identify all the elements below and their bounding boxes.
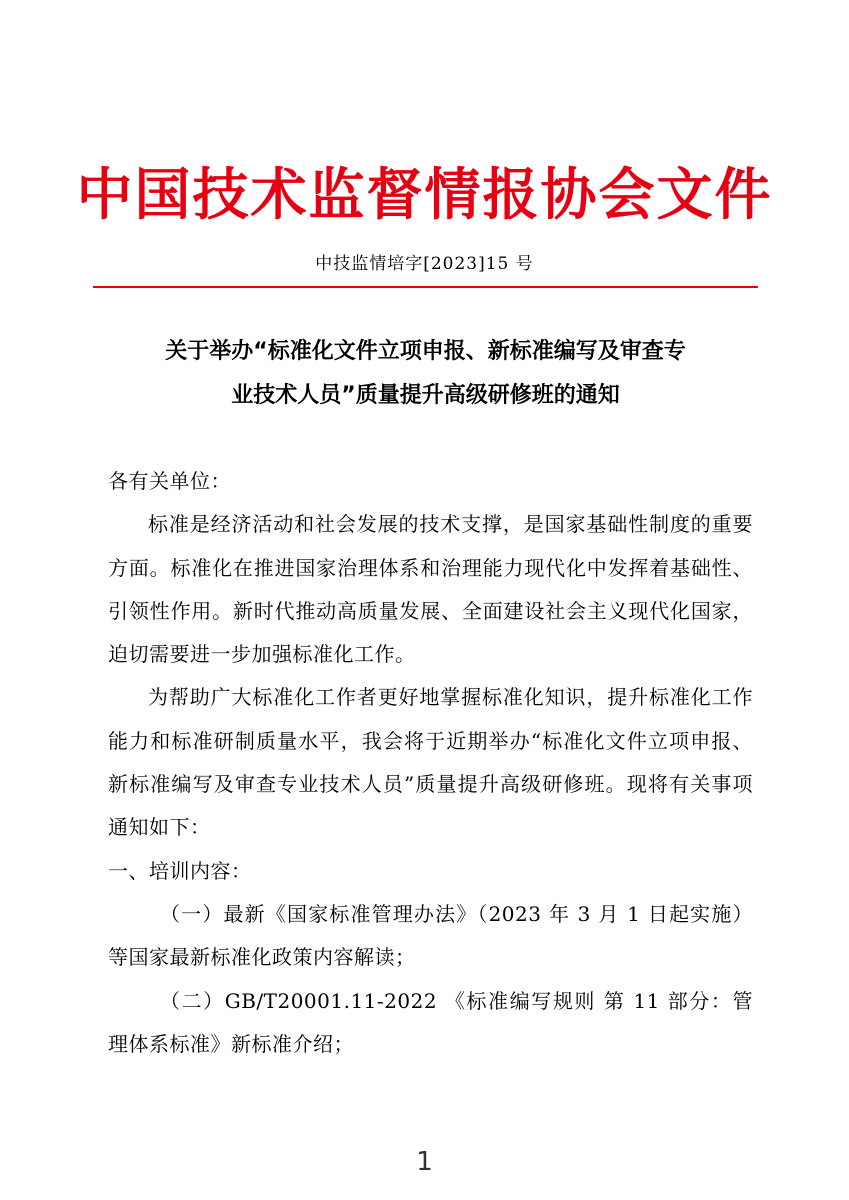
red-divider-line (93, 286, 758, 288)
paragraph-background: 标准是经济活动和社会发展的技术支撑，是国家基础性制度的重要方面。标准化在推进国家治理体系和治理能力现代化中发挥着基础性、引领性作用。新时代推动高质量发展、全面建设社会主义现代化国家，迫切需要进一步加强标准化工作。 (108, 512, 753, 667)
paragraph-purpose: 为帮助广大标准化工作者更好地掌握标准化知识，提升标准化工作能力和标准研制质量水平，我会将于近期举办“标准化文件立项申报、新标准编写及审查专业技术人员”质量提升高级研修班。现将有关事项通知如下： (108, 685, 753, 840)
document-body (108, 460, 753, 1066)
list-item-2: （二）GB/T20001.11-2022 《标准编写规则 第 11 部分：管理体系标准》新标准介绍； (108, 988, 753, 1056)
list-item-1: （一）最新《国家标准管理办法》（2023 年 3 月 1 日起实施）等国家最新标准化政策内容解读； (108, 901, 753, 970)
section-heading-training-content: 一、培训内容： (108, 858, 252, 883)
document-number: 中技监情培字[2023]15 号 (315, 254, 534, 274)
notice-title (98, 330, 753, 418)
document-masthead: 中国技术监督情报协会文件 (76, 163, 773, 228)
notice-title-line-2: 业技术人员”质量提升高级研修班的通知 (231, 383, 620, 408)
page-number: 1 (416, 1147, 433, 1177)
salutation: 各有关单位： (108, 469, 231, 493)
notice-title-line-1: 关于举办“标准化文件立项申报、新标准编写及审查专 (165, 339, 686, 364)
